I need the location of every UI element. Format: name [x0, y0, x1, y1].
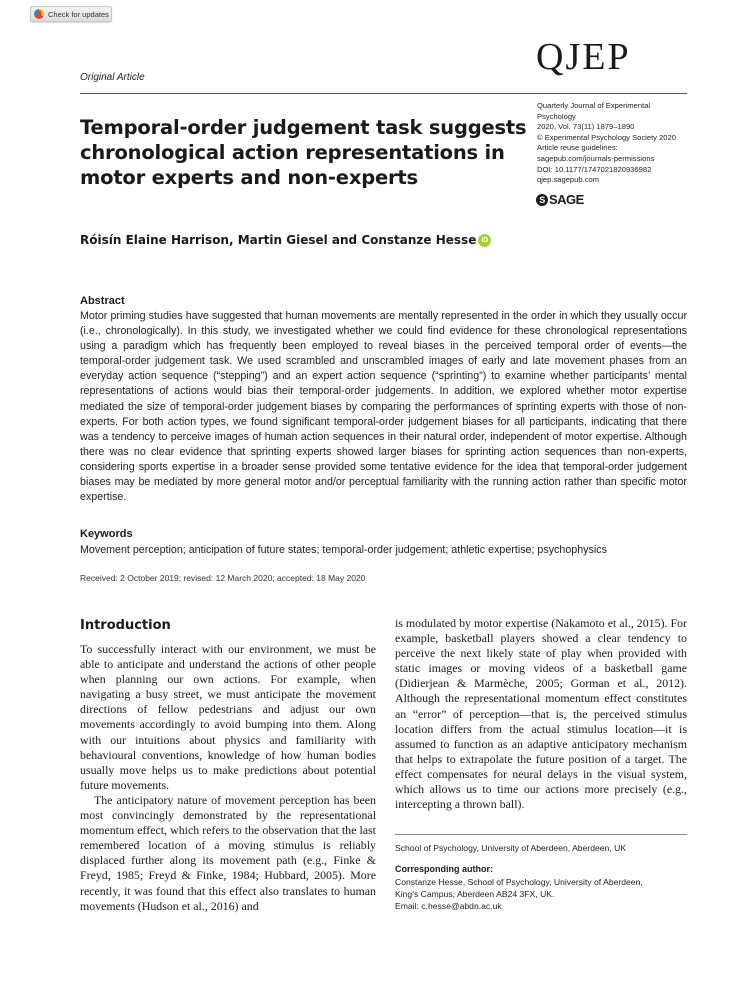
reuse-guidelines-label: Article reuse guidelines:	[537, 143, 618, 153]
corresponding-author-heading: Corresponding author:	[395, 864, 493, 874]
journal-volume: 2020, Vol. 73(11) 1879–1890	[537, 122, 635, 132]
introduction-right-column: is modulated by motor expertise (Nakamoto et al., 2015). For example, basketball players showed a clear tendency to perceive the next likely state of play when provided with static images or moving videos of a basketball game (Didierjean & Marmèche, 2005; Gorman et al., 2012). Although the representational momentum effect constitutes an “error” of perception—that is, the perceived stimulus location differs from the actual stimulus location—it is assumed to function as an adaptive anticipatory mechanism that helps to extrapolate the future position of a target. The effect compensates for neural delays in the visual system, which allows us to time our actions more precisely (e.g., intercepting a thrown ball).	[395, 616, 687, 812]
bookmark-icon	[34, 9, 44, 19]
orcid-icon[interactable]: iD	[478, 234, 491, 247]
journal-copyright: © Experimental Psychology Society 2020	[537, 132, 676, 142]
doi-link[interactable]: DOI: 10.1177/1747021820936982	[537, 164, 652, 174]
journal-name-line-2: Psychology	[537, 111, 576, 121]
publisher-logo	[536, 192, 584, 207]
keywords-heading: Keywords	[80, 528, 133, 540]
introduction-heading: Introduction	[80, 618, 171, 633]
article-type: Original Article	[80, 72, 145, 83]
introduction-left-column	[80, 642, 376, 914]
authors-text: Róisín Elaine Harrison, Martin Giesel and Constanze Hesse	[80, 233, 477, 247]
check-for-updates-label: Check for updates	[48, 9, 109, 19]
corresponding-author-email[interactable]: Email: c.hesse@abdn.ac.uk	[395, 901, 502, 911]
introduction-paragraph-2: The anticipatory nature of movement perception has been most convincingly demonstrated by the representational momentum effect, which refers to the observation that the last remembered location of a moving stimulus is reliably displaced further along its movement path (e.g., Finke & Freyd, 1985; Freyd & Finke, 1984; Hubbard, 2005). More recently, it was found that this effect also translates to human movements (Hudson et al., 2016) and	[80, 792, 376, 913]
sage-s-icon: S	[536, 194, 548, 206]
article-title: Temporal-order judgement task suggests chronological action representations in motor experts and non-experts	[80, 116, 527, 189]
keywords-text: Movement perception; anticipation of future states; temporal-order judgement; athletic expertise; psychophysics	[80, 544, 607, 556]
publisher-logo-text: SAGE	[549, 192, 584, 207]
corresponding-author-address: King’s Campus, Aberdeen AB24 3FX, UK.	[395, 889, 555, 899]
check-for-updates-button[interactable]	[30, 6, 112, 22]
author-affiliation: School of Psychology, University of Aberdeen, Aberdeen, UK	[395, 843, 627, 853]
journal-info	[537, 101, 737, 186]
author-list	[80, 233, 491, 247]
reuse-guidelines-link[interactable]: sagepub.com/journals-permissions	[537, 153, 655, 163]
article-dates: Received: 2 October 2019; revised: 12 March 2020; accepted: 18 May 2020	[80, 573, 366, 583]
journal-website-link[interactable]: qjep.sagepub.com	[537, 175, 600, 185]
footnote-divider	[395, 834, 687, 835]
journal-name-line-1: Quarterly Journal of Experimental	[537, 101, 651, 110]
journal-logo: QJEP	[536, 36, 631, 78]
abstract-text: Motor priming studies have suggested that human movements are mentally represented in the order in which they usually occur (i.e., chronologically). In this study, we investigated whether we could find evidence for these chronological representations using a paradigm which has frequently been employed to reveal biases in the perceived temporal order of events—the temporal-order judgement task. We used scrambled and unscrambled images of early and late movement phases from an everyday action sequence (“stepping”) and an expert action sequence (“sprinting”) to examine whether participants’ mental representations of actions would bias their temporal-order judgements. In addition, we explored whether motor expertise mediated the size of temporal-order judgement biases by comparing the performances of sprinting experts with those of non-experts. For both action types, we found significant temporal-order judgement biases for all participants, indicating that there was a tendency to perceive images of human action sequences in their natural order, independent of motor expertise. Although there was no clear evidence that sprinting experts showed larger biases for sprinting action sequences than non-experts, considering sports expertise in a broader sense provided some tentative evidence for the idea that temporal-order judgement biases may be mediated by more general motor and/or perceptual familiarity with the running action rather than specific motor expertise.	[80, 310, 687, 504]
abstract-heading: Abstract	[80, 295, 125, 307]
corresponding-author-name: Constanze Hesse, School of Psychology, University of Aberdeen,	[395, 877, 643, 887]
introduction-paragraph-1: To successfully interact with our environment, we must be able to anticipate and understand the actions of other people when planning our own actions. For example, when navigating a busy street, we must anticipate the movement directions of fellow pedestrians and adjust our own movements accordingly to avoid bumping into them. Along with our intuitions about physics and familiarity with behavioural conventions, knowledge of how human bodies usually move helps us to make predictions about potential future movements.	[80, 642, 376, 792]
corresponding-author-details	[395, 876, 695, 912]
header-divider	[80, 93, 687, 94]
